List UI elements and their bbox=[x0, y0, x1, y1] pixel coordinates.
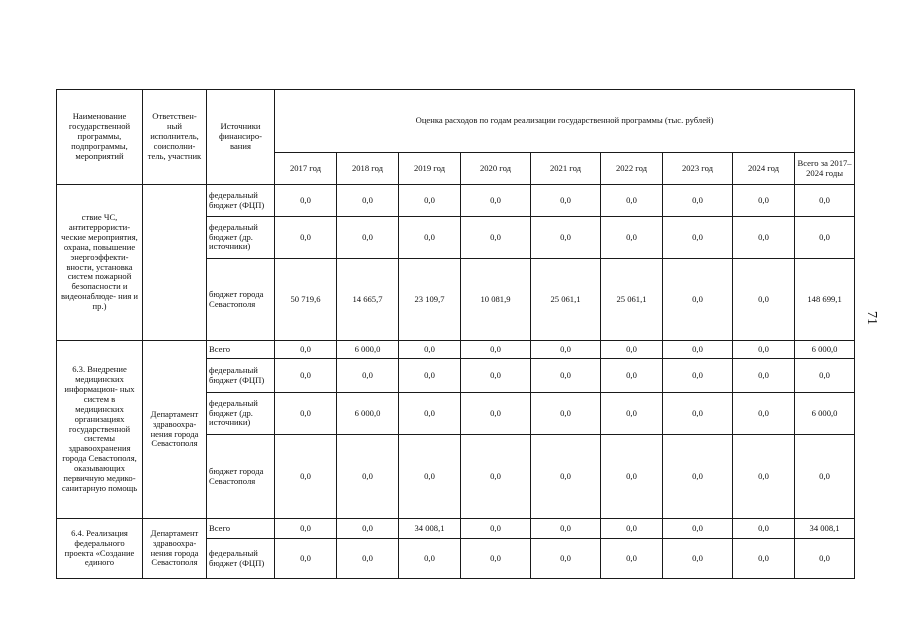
year-value-cell: 23 109,7 bbox=[399, 259, 461, 341]
program-name-cell: ствие ЧС, антитеррористи- ческие мероприятия, охрана, повышение энергоэффекти- вности, установка систем пожарной безопасности и видеонаблюде- ния и пр.) bbox=[57, 185, 143, 341]
year-value-cell: 0,0 bbox=[461, 341, 531, 359]
header-year: 2023 год bbox=[663, 153, 733, 185]
total-value-cell: 6 000,0 bbox=[795, 393, 855, 435]
header-year: 2018 год bbox=[337, 153, 399, 185]
funding-source-cell: федеральный бюджет (ФЦП) bbox=[207, 185, 275, 217]
header-year: 2017 год bbox=[275, 153, 337, 185]
table-row bbox=[57, 519, 855, 539]
year-value-cell: 0,0 bbox=[733, 435, 795, 519]
funding-source-cell: федеральный бюджет (др. источники) bbox=[207, 217, 275, 259]
program-name-cell: 6.4. Реализация федерального проекта «Создание единого bbox=[57, 519, 143, 579]
year-value-cell: 25 061,1 bbox=[531, 259, 601, 341]
year-value-cell: 0,0 bbox=[337, 359, 399, 393]
table-row bbox=[57, 341, 855, 359]
year-value-cell: 0,0 bbox=[601, 435, 663, 519]
funding-source-cell: федеральный бюджет (ФЦП) bbox=[207, 539, 275, 579]
header-year: 2020 год bbox=[461, 153, 531, 185]
year-value-cell: 0,0 bbox=[461, 359, 531, 393]
year-value-cell: 50 719,6 bbox=[275, 259, 337, 341]
year-value-cell: 0,0 bbox=[275, 435, 337, 519]
year-value-cell: 0,0 bbox=[733, 519, 795, 539]
year-value-cell: 0,0 bbox=[531, 217, 601, 259]
funding-source-cell: Всего bbox=[207, 519, 275, 539]
funding-source-cell: Всего bbox=[207, 341, 275, 359]
header-year-total: Всего за 2017–2024 годы bbox=[795, 153, 855, 185]
year-value-cell: 0,0 bbox=[733, 341, 795, 359]
year-value-cell: 0,0 bbox=[663, 341, 733, 359]
year-value-cell: 0,0 bbox=[461, 539, 531, 579]
total-value-cell: 6 000,0 bbox=[795, 341, 855, 359]
year-value-cell: 25 061,1 bbox=[601, 259, 663, 341]
funding-source-cell: бюджет города Севастополя bbox=[207, 435, 275, 519]
year-value-cell: 0,0 bbox=[337, 435, 399, 519]
year-value-cell: 0,0 bbox=[601, 539, 663, 579]
year-value-cell: 10 081,9 bbox=[461, 259, 531, 341]
year-value-cell: 0,0 bbox=[531, 359, 601, 393]
header-year: 2019 год bbox=[399, 153, 461, 185]
total-value-cell: 0,0 bbox=[795, 435, 855, 519]
year-value-cell: 0,0 bbox=[733, 259, 795, 341]
year-value-cell: 14 665,7 bbox=[337, 259, 399, 341]
year-value-cell: 0,0 bbox=[733, 185, 795, 217]
year-value-cell: 0,0 bbox=[337, 539, 399, 579]
header-year: 2021 год bbox=[531, 153, 601, 185]
year-value-cell: 0,0 bbox=[733, 217, 795, 259]
year-value-cell: 0,0 bbox=[733, 359, 795, 393]
year-value-cell: 0,0 bbox=[399, 185, 461, 217]
table-row bbox=[57, 185, 855, 217]
year-value-cell: 0,0 bbox=[601, 217, 663, 259]
year-value-cell: 0,0 bbox=[399, 217, 461, 259]
year-value-cell: 0,0 bbox=[461, 435, 531, 519]
year-value-cell: 0,0 bbox=[399, 393, 461, 435]
year-value-cell: 0,0 bbox=[461, 393, 531, 435]
funding-source-cell: федеральный бюджет (др. источники) bbox=[207, 393, 275, 435]
total-value-cell: 0,0 bbox=[795, 359, 855, 393]
responsible-cell: Департамент здравоохра- нения города Севастополя bbox=[143, 519, 207, 579]
responsible-cell bbox=[143, 185, 207, 341]
year-value-cell: 6 000,0 bbox=[337, 341, 399, 359]
year-value-cell: 6 000,0 bbox=[337, 393, 399, 435]
total-value-cell: 148 699,1 bbox=[795, 259, 855, 341]
year-value-cell: 0,0 bbox=[601, 393, 663, 435]
year-value-cell: 0,0 bbox=[663, 393, 733, 435]
year-value-cell: 0,0 bbox=[663, 539, 733, 579]
year-value-cell: 0,0 bbox=[531, 435, 601, 519]
year-value-cell: 0,0 bbox=[601, 359, 663, 393]
year-value-cell: 0,0 bbox=[337, 519, 399, 539]
year-value-cell: 0,0 bbox=[275, 217, 337, 259]
year-value-cell: 0,0 bbox=[531, 519, 601, 539]
year-value-cell: 0,0 bbox=[531, 185, 601, 217]
header-name: Наименование государственной программы, подпрограммы, мероприятий bbox=[57, 90, 143, 185]
year-value-cell: 0,0 bbox=[275, 539, 337, 579]
year-value-cell: 0,0 bbox=[275, 393, 337, 435]
year-value-cell: 0,0 bbox=[275, 185, 337, 217]
header-year: 2024 год bbox=[733, 153, 795, 185]
year-value-cell: 0,0 bbox=[531, 393, 601, 435]
year-value-cell: 0,0 bbox=[461, 185, 531, 217]
year-value-cell: 0,0 bbox=[275, 341, 337, 359]
page-number: 71 bbox=[864, 311, 879, 325]
year-value-cell: 0,0 bbox=[663, 435, 733, 519]
total-value-cell: 34 008,1 bbox=[795, 519, 855, 539]
year-value-cell: 0,0 bbox=[461, 217, 531, 259]
budget-table bbox=[56, 89, 855, 579]
year-value-cell: 0,0 bbox=[663, 185, 733, 217]
year-value-cell: 0,0 bbox=[663, 519, 733, 539]
year-value-cell: 0,0 bbox=[733, 393, 795, 435]
year-value-cell: 0,0 bbox=[733, 539, 795, 579]
year-value-cell: 0,0 bbox=[337, 217, 399, 259]
year-value-cell: 0,0 bbox=[663, 359, 733, 393]
year-value-cell: 0,0 bbox=[531, 539, 601, 579]
header-row-top bbox=[57, 90, 855, 153]
year-value-cell: 0,0 bbox=[399, 341, 461, 359]
year-value-cell: 0,0 bbox=[663, 259, 733, 341]
funding-source-cell: федеральный бюджет (ФЦП) bbox=[207, 359, 275, 393]
year-value-cell: 0,0 bbox=[461, 519, 531, 539]
year-value-cell: 0,0 bbox=[399, 359, 461, 393]
total-value-cell: 0,0 bbox=[795, 217, 855, 259]
year-value-cell: 0,0 bbox=[399, 539, 461, 579]
year-value-cell: 0,0 bbox=[399, 435, 461, 519]
year-value-cell: 0,0 bbox=[601, 341, 663, 359]
total-value-cell: 0,0 bbox=[795, 539, 855, 579]
year-value-cell: 0,0 bbox=[601, 519, 663, 539]
year-value-cell: 0,0 bbox=[531, 341, 601, 359]
year-value-cell: 0,0 bbox=[337, 185, 399, 217]
year-value-cell: 0,0 bbox=[275, 519, 337, 539]
total-value-cell: 0,0 bbox=[795, 185, 855, 217]
header-year: 2022 год bbox=[601, 153, 663, 185]
year-value-cell: 34 008,1 bbox=[399, 519, 461, 539]
program-name-cell: 6.3. Внедрение медицинских информацион- ных систем в медицинских организациях государственной системы здравоохранения города Севастополя, оказывающих первичную медико- санитарную помощь bbox=[57, 341, 143, 519]
header-responsible: Ответствен- ный исполнитель, соисполни- тель, участник bbox=[143, 90, 207, 185]
header-estimate: Оценка расходов по годам реализации государственной программы (тыс. рублей) bbox=[275, 90, 855, 153]
responsible-cell: Департамент здравоохра- нения города Севастополя bbox=[143, 341, 207, 519]
year-value-cell: 0,0 bbox=[601, 185, 663, 217]
year-value-cell: 0,0 bbox=[663, 217, 733, 259]
year-value-cell: 0,0 bbox=[275, 359, 337, 393]
header-source: Источники финансиро- вания bbox=[207, 90, 275, 185]
funding-source-cell: бюджет города Севастополя bbox=[207, 259, 275, 341]
